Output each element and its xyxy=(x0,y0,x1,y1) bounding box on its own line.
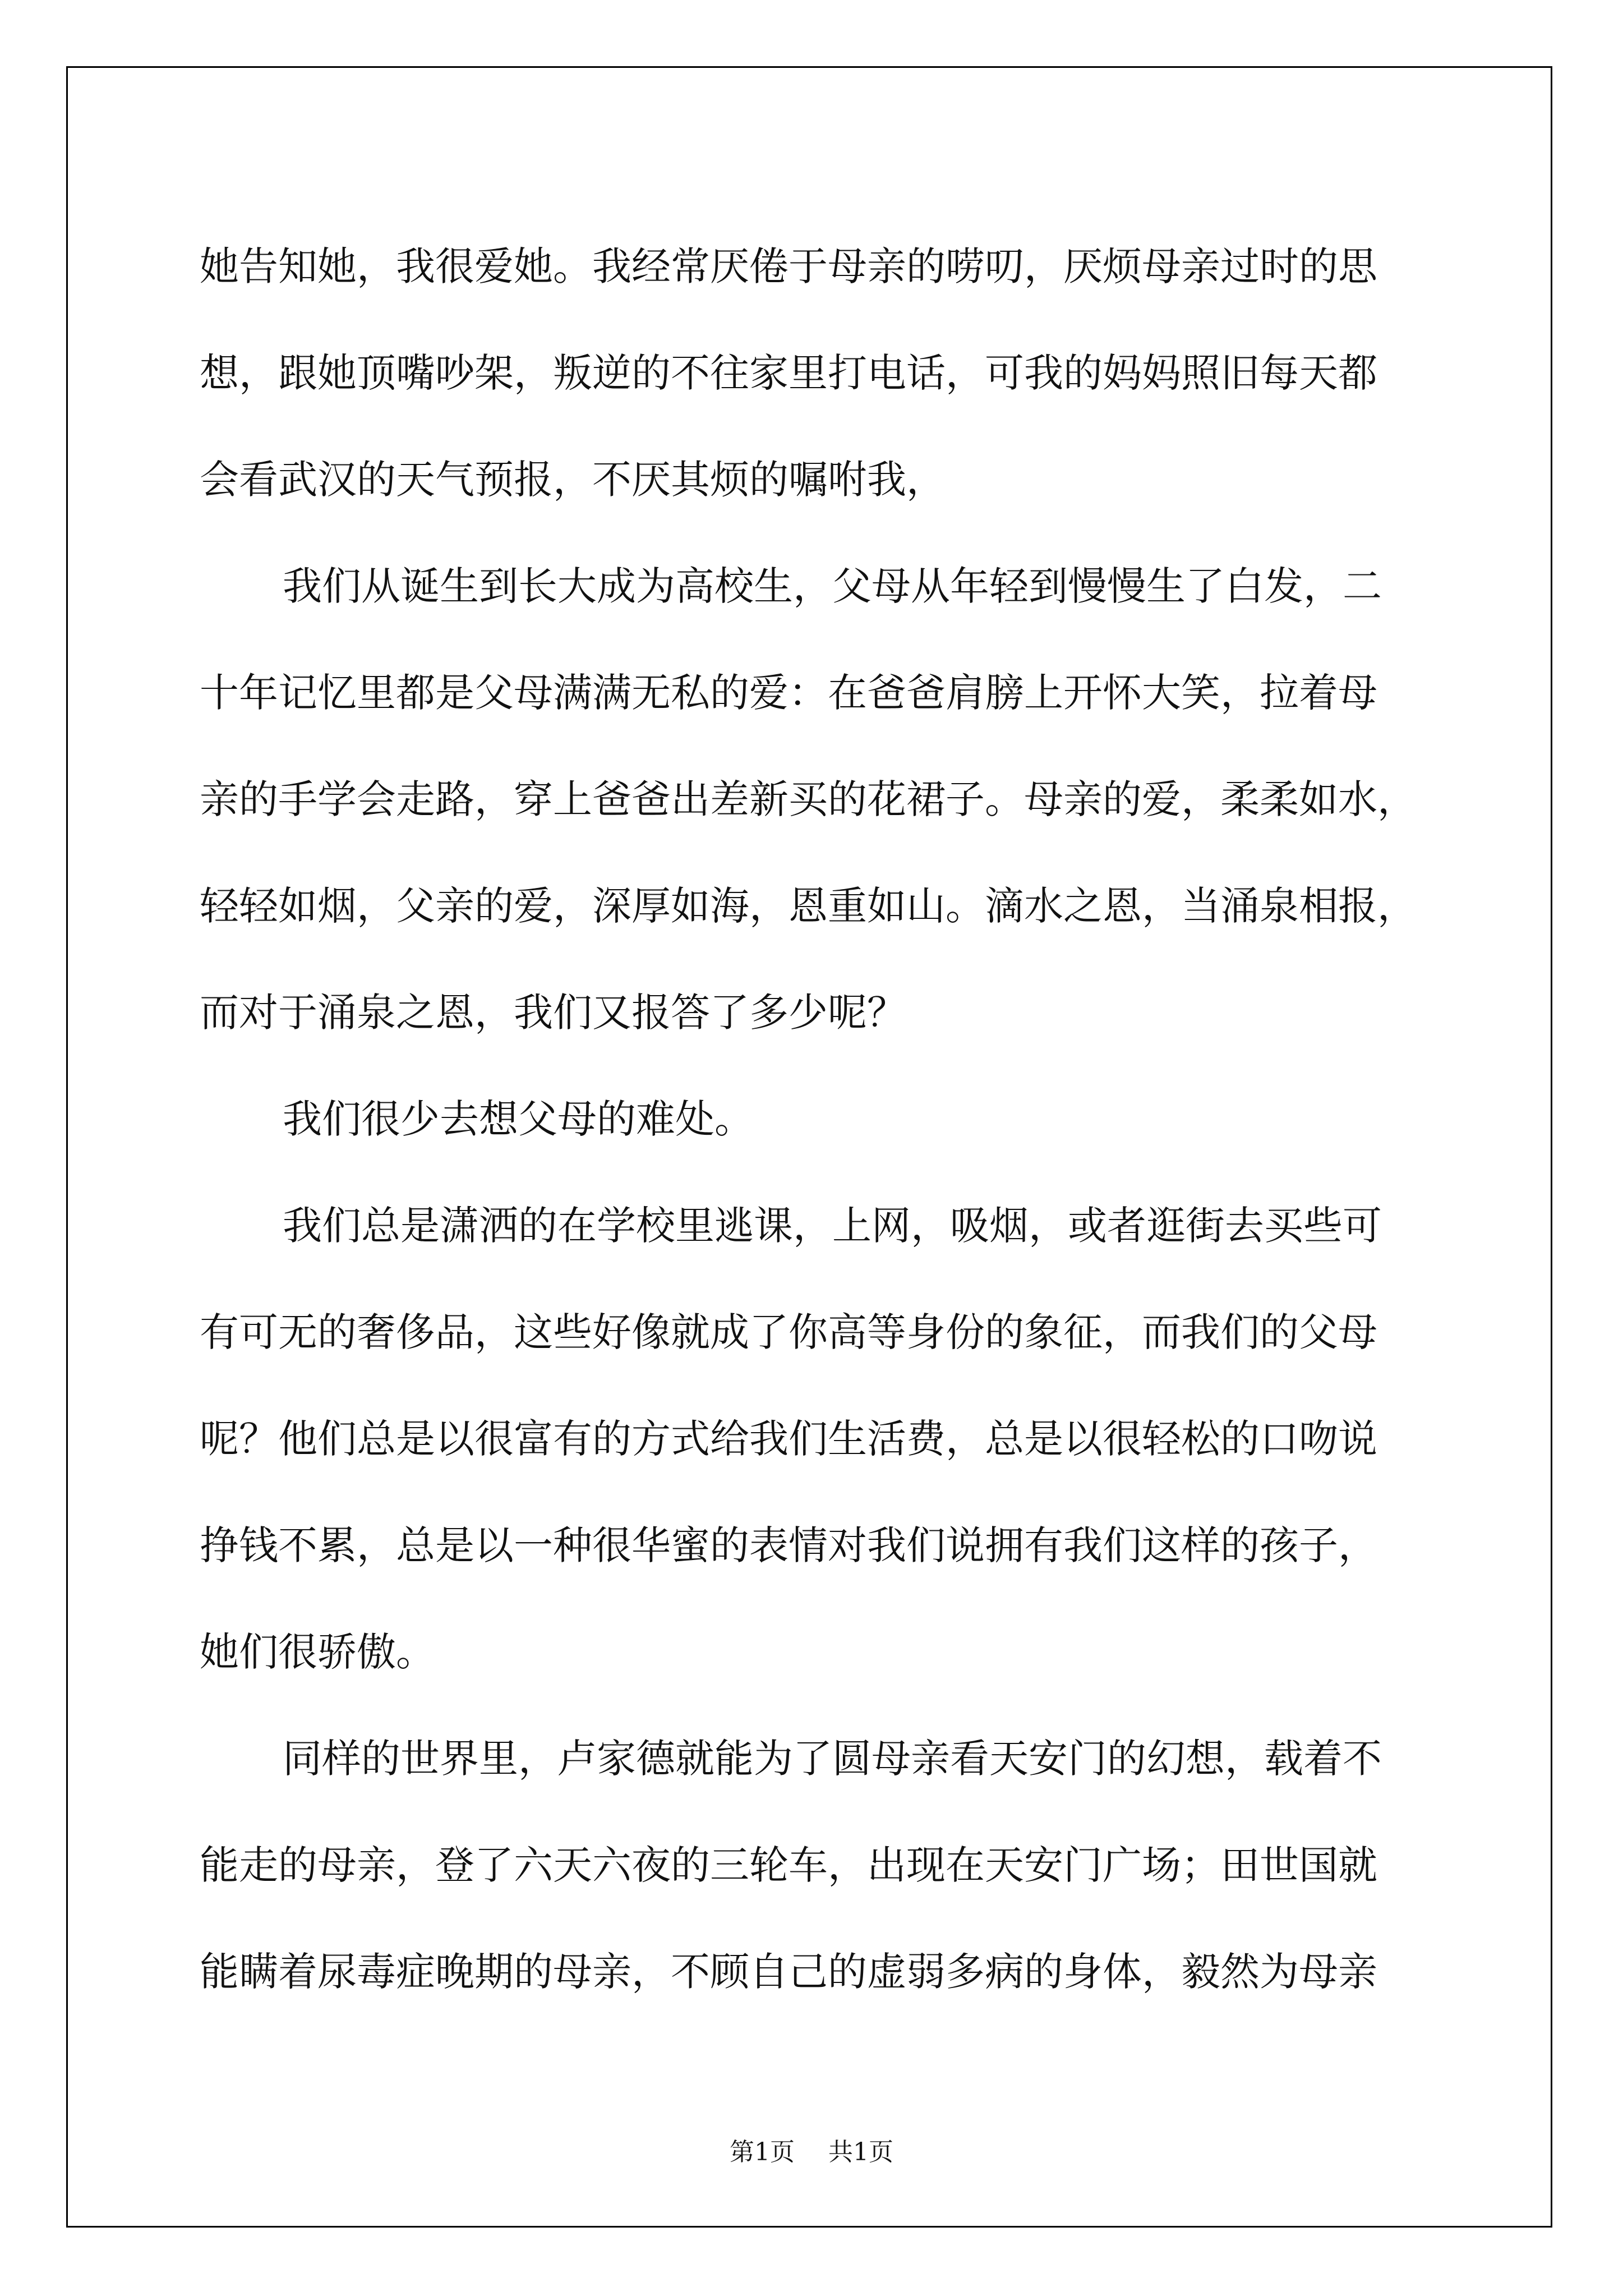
page-footer xyxy=(0,2132,1623,2168)
text-line: 轻轻如烟，父亲的爱，深厚如海，恩重如山。滴水之恩，当涌泉相报， xyxy=(200,883,1417,929)
text-line: 我们从诞生到长大成为高校生，父母从年轻到慢慢生了白发，二 xyxy=(283,563,1382,609)
text-line: 有可无的奢侈品，这些好像就成了你高等身份的象征，而我们的父母 xyxy=(200,1309,1377,1355)
text-line: 想，跟她顶嘴吵架，叛逆的不往家里打电话，可我的妈妈照旧每天都 xyxy=(200,350,1377,396)
text-line: 能走的母亲，登了六天六夜的三轮车，出现在天安门广场；田世国就 xyxy=(200,1842,1377,1888)
text-line: 能瞒着尿毒症晚期的母亲，不顾自己的虚弱多病的身体，毅然为母亲 xyxy=(200,1949,1377,1995)
text-line: 会看武汉的天气预报，不厌其烦的嘱咐我， xyxy=(200,457,946,503)
text-line: 呢？他们总是以很富有的方式给我们生活费，总是以很轻松的口吻说 xyxy=(200,1416,1377,1462)
text-line: 她告知她，我很爱她。我经常厌倦于母亲的唠叨，厌烦母亲过时的思 xyxy=(200,243,1377,289)
text-line: 而对于涌泉之恩，我们又报答了多少呢？ xyxy=(200,990,906,1036)
text-line: 亲的手学会走路，穿上爸爸出差新买的花裙子。母亲的爱，柔柔如水， xyxy=(200,776,1417,822)
text-line: 同样的世界里，卢家德就能为了圆母亲看天安门的幻想，载着不 xyxy=(283,1736,1382,1782)
text-line: 我们总是潇洒的在学校里逃课，上网，吸烟，或者逛街去买些可 xyxy=(283,1203,1382,1249)
text-line: 十年记忆里都是父母满满无私的爱：在爸爸肩膀上开怀大笑，拉着母 xyxy=(200,670,1377,716)
text-line: 我们很少去想父母的难处。 xyxy=(283,1096,754,1142)
text-line: 她们很骄傲。 xyxy=(200,1629,435,1675)
text-line: 挣钱不累，总是以一种很华蜜的表情对我们说拥有我们这样的孩子， xyxy=(200,1522,1377,1568)
document-body xyxy=(200,213,1456,2025)
page-number: 第1页 xyxy=(730,2138,795,2166)
page-total: 共1页 xyxy=(828,2138,893,2166)
